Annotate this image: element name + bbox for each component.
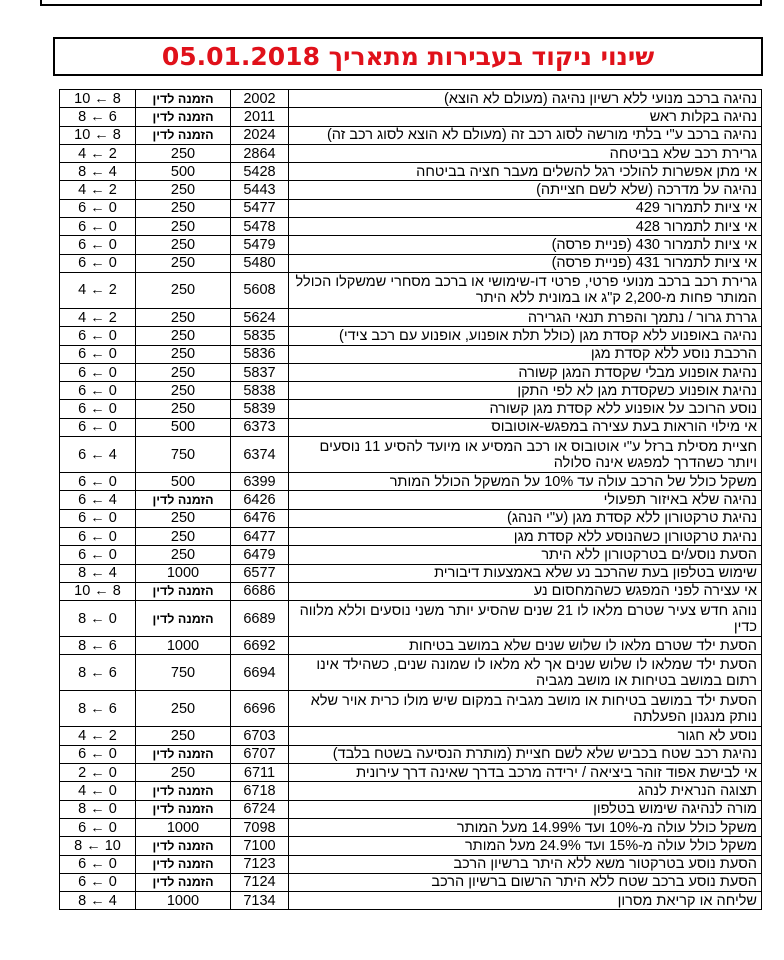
offense-code-cell: 6692	[231, 637, 289, 655]
offense-description-cell: נהיגת אופנוע מבלי שקסדת המגן קשורה	[289, 363, 762, 381]
offense-code-cell: 5443	[231, 181, 289, 199]
offense-code-cell: 6694	[231, 655, 289, 691]
points-cell: 4 ← 2	[60, 727, 136, 745]
offenses-table-body	[60, 90, 762, 910]
fine-cell: הזמנה לדין	[136, 491, 231, 509]
offense-code-cell: 6373	[231, 418, 289, 436]
fine-cell: הזמנה לדין	[136, 90, 231, 108]
offense-description-cell: נהיגת רכב שטח בכביש שלא לשם חציית (מותרת הנסיעה בשטח בלבד)	[289, 745, 762, 763]
table-row	[60, 637, 762, 655]
offense-description-cell: שליחה או קריאת מסרון	[289, 892, 762, 910]
table-row	[60, 892, 762, 910]
table-row	[60, 837, 762, 855]
fine-cell: 1000	[136, 637, 231, 655]
points-cell: 8 ← 4	[60, 564, 136, 582]
offense-code-cell: 6724	[231, 800, 289, 818]
offense-code-cell: 5838	[231, 382, 289, 400]
fine-cell: 250	[136, 254, 231, 272]
offense-code-cell: 6689	[231, 601, 289, 637]
offense-description-cell: אי ציות לתמרור 431 (פניית פרסה)	[289, 254, 762, 272]
offense-description-cell: אי ציות לתמרור 429	[289, 199, 762, 217]
table-row	[60, 473, 762, 491]
fine-cell: 250	[136, 691, 231, 727]
points-cell: 6 ← 0	[60, 418, 136, 436]
fine-cell: הזמנה לדין	[136, 855, 231, 873]
points-cell: 8 ← 6	[60, 691, 136, 727]
fine-cell: הזמנה לדין	[136, 782, 231, 800]
fine-cell: 250	[136, 546, 231, 564]
offense-description-cell: הרכבת נוסע ללא קסדת מגן	[289, 345, 762, 363]
fine-cell: הזמנה לדין	[136, 745, 231, 763]
fine-cell: 250	[136, 199, 231, 217]
fine-cell: 500	[136, 418, 231, 436]
fine-cell: 1000	[136, 564, 231, 582]
table-row	[60, 163, 762, 181]
offense-code-cell: 6577	[231, 564, 289, 582]
table-row	[60, 601, 762, 637]
table-row	[60, 126, 762, 144]
offense-description-cell: אי מתן אפשרות להולכי רגל להשלים מעבר חציה בביטחה	[289, 163, 762, 181]
offense-code-cell: 5479	[231, 236, 289, 254]
fine-cell: הזמנה לדין	[136, 582, 231, 600]
points-cell: 4 ← 2	[60, 272, 136, 308]
table-row	[60, 800, 762, 818]
table-row	[60, 181, 762, 199]
table-row	[60, 363, 762, 381]
points-cell: 4 ← 2	[60, 308, 136, 326]
offense-code-cell: 5428	[231, 163, 289, 181]
points-cell: 8 ← 0	[60, 800, 136, 818]
points-cell: 4 ← 2	[60, 144, 136, 162]
offense-code-cell: 7134	[231, 892, 289, 910]
offense-code-cell: 5837	[231, 363, 289, 381]
points-cell: 10 ← 8	[60, 90, 136, 108]
fine-cell: 250	[136, 527, 231, 545]
table-row	[60, 308, 762, 326]
offense-description-cell: משקל כולל עולה מ-10% ועד 14.99% מעל המותר	[289, 818, 762, 836]
offense-description-cell: נהיגה באופנוע ללא קסדת מגן (כולל תלת אופנוע, אופנוע עם רכב צידי)	[289, 327, 762, 345]
offense-code-cell: 2864	[231, 144, 289, 162]
points-cell: 6 ← 0	[60, 218, 136, 236]
table-row	[60, 199, 762, 217]
offense-code-cell: 2011	[231, 108, 289, 126]
table-row	[60, 345, 762, 363]
points-cell: 6 ← 0	[60, 527, 136, 545]
offense-code-cell: 5477	[231, 199, 289, 217]
fine-cell: הזמנה לדין	[136, 601, 231, 637]
points-cell: 8 ← 6	[60, 655, 136, 691]
offense-description-cell: הסעת ילד שמלאו לו שלוש שנים אך לא מלאו לו שמונה שנים, כשהילד אינו רתום במושב בטיחות או מושב מגביה	[289, 655, 762, 691]
offense-description-cell: הסעת נוסע בטרקטור משא ללא היתר ברשיון הרכב	[289, 855, 762, 873]
points-cell: 8 ← 4	[60, 892, 136, 910]
table-row	[60, 108, 762, 126]
table-row	[60, 782, 762, 800]
offense-code-cell: 5608	[231, 272, 289, 308]
offense-code-cell: 6374	[231, 437, 289, 473]
offense-code-cell: 5835	[231, 327, 289, 345]
points-cell: 6 ← 0	[60, 873, 136, 891]
fine-cell: 250	[136, 236, 231, 254]
page-title: שינוי ניקוד בעבירות מתאריך 05.01.2018	[53, 37, 763, 76]
offense-description-cell: נוסע הרוכב על אופנוע ללא קסדת מגן קשורה	[289, 400, 762, 418]
offense-description-cell: גרירת רכב ברכב מנועי פרטי, פרטי דו-שימושי או ברכב מסחרי שמשקלו הכולל המותר פחות מ-2,200 ק"ג או במונית ללא היתר	[289, 272, 762, 308]
offense-code-cell: 5480	[231, 254, 289, 272]
offense-code-cell: 5839	[231, 400, 289, 418]
fine-cell: 500	[136, 163, 231, 181]
fine-cell: 250	[136, 345, 231, 363]
fine-cell: 250	[136, 144, 231, 162]
fine-cell: 250	[136, 382, 231, 400]
points-cell: 6 ← 0	[60, 473, 136, 491]
table-row	[60, 855, 762, 873]
offense-code-cell: 5478	[231, 218, 289, 236]
fine-cell: 750	[136, 437, 231, 473]
offense-description-cell: משקל כולל של הרכב עולה עד 10% על המשקל הכולל המותר	[289, 473, 762, 491]
points-cell: 6 ← 0	[60, 855, 136, 873]
fine-cell: 250	[136, 218, 231, 236]
offense-description-cell: הסעת נוסע/ים בטרקטורון ללא היתר	[289, 546, 762, 564]
offense-code-cell: 2002	[231, 90, 289, 108]
offense-description-cell: שימוש בטלפון בעת שהרכב נע שלא באמצעות דיבורית	[289, 564, 762, 582]
points-cell: 6 ← 0	[60, 345, 136, 363]
table-row	[60, 655, 762, 691]
table-row	[60, 144, 762, 162]
offense-code-cell: 6711	[231, 764, 289, 782]
top-frame	[40, 0, 762, 6]
offense-description-cell: נהיגת אופנוע כשקסדת מגן לא לפי התקן	[289, 382, 762, 400]
points-cell: 8 ← 6	[60, 108, 136, 126]
fine-cell: 1000	[136, 818, 231, 836]
table-row	[60, 691, 762, 727]
fine-cell: 250	[136, 181, 231, 199]
offense-code-cell: 6477	[231, 527, 289, 545]
offense-code-cell: 5624	[231, 308, 289, 326]
offense-description-cell: משקל כולל עולה מ-15% ועד 24.9% מעל המותר	[289, 837, 762, 855]
points-cell: 6 ← 0	[60, 400, 136, 418]
points-cell: 8 ← 6	[60, 637, 136, 655]
points-cell: 4 ← 0	[60, 782, 136, 800]
table-row	[60, 236, 762, 254]
points-cell: 10 ← 8	[60, 582, 136, 600]
table-row	[60, 727, 762, 745]
offense-code-cell: 6399	[231, 473, 289, 491]
points-cell: 6 ← 0	[60, 745, 136, 763]
table-row	[60, 582, 762, 600]
fine-cell: 500	[136, 473, 231, 491]
table-row	[60, 327, 762, 345]
fine-cell: הזמנה לדין	[136, 800, 231, 818]
fine-cell: 250	[136, 272, 231, 308]
offense-code-cell: 5836	[231, 345, 289, 363]
offense-description-cell: הסעת ילד במושב בטיחות או מושב מגביה במקום שיש מולו כרית אויר שלא נותק מנגנון הפעלתה	[289, 691, 762, 727]
fine-cell: 250	[136, 509, 231, 527]
table-row	[60, 418, 762, 436]
points-cell: 6 ← 0	[60, 199, 136, 217]
fine-cell: הזמנה לדין	[136, 873, 231, 891]
offense-code-cell: 6718	[231, 782, 289, 800]
table-row	[60, 764, 762, 782]
fine-cell: 250	[136, 764, 231, 782]
points-cell: 6 ← 0	[60, 236, 136, 254]
points-cell: 6 ← 0	[60, 509, 136, 527]
offense-description-cell: אי ציות לתמרור 430 (פניית פרסה)	[289, 236, 762, 254]
offense-description-cell: אי ציות לתמרור 428	[289, 218, 762, 236]
offense-description-cell: אי מילוי הוראות בעת עצירה במפגש-אוטובוס	[289, 418, 762, 436]
offense-code-cell: 7124	[231, 873, 289, 891]
table-row	[60, 527, 762, 545]
table-row	[60, 272, 762, 308]
offense-description-cell: נהיגת טרקטורון ללא קסדת מגן (ע"י הנהג)	[289, 509, 762, 527]
fine-cell: 250	[136, 308, 231, 326]
table-row	[60, 218, 762, 236]
offense-code-cell: 6703	[231, 727, 289, 745]
table-row	[60, 254, 762, 272]
points-cell: 6 ← 0	[60, 818, 136, 836]
offense-code-cell: 7100	[231, 837, 289, 855]
offense-code-cell: 6426	[231, 491, 289, 509]
points-cell: 6 ← 0	[60, 327, 136, 345]
fine-cell: 250	[136, 363, 231, 381]
offense-description-cell: גררת גרור / נתמך והפרת תנאי הגרירה	[289, 308, 762, 326]
offense-description-cell: נהיגה ברכב מנועי ללא רשיון נהיגה (מעולם לא הוצא)	[289, 90, 762, 108]
offense-code-cell: 6479	[231, 546, 289, 564]
offense-description-cell: נהיגה שלא באיזור תפעולי	[289, 491, 762, 509]
table-row	[60, 437, 762, 473]
offense-description-cell: נהיגה על מדרכה (שלא לשם חצייתה)	[289, 181, 762, 199]
table-row	[60, 382, 762, 400]
offense-code-cell: 7123	[231, 855, 289, 873]
offense-code-cell: 6696	[231, 691, 289, 727]
points-cell: 8 ← 4	[60, 163, 136, 181]
offense-code-cell: 2024	[231, 126, 289, 144]
offense-description-cell: נהיגת טרקטורון כשהנוסע ללא קסדת מגן	[289, 527, 762, 545]
fine-cell: הזמנה לדין	[136, 126, 231, 144]
offense-description-cell: אי עצירה לפני המפגש כשהמחסום נע	[289, 582, 762, 600]
table-row	[60, 509, 762, 527]
offense-description-cell: אי לבישת אפוד זוהר ביציאה / ירידה מרכב בדרך שאינה דרך עירונית	[289, 764, 762, 782]
table-row	[60, 873, 762, 891]
points-cell: 6 ← 4	[60, 491, 136, 509]
points-cell: 6 ← 0	[60, 254, 136, 272]
fine-cell: הזמנה לדין	[136, 837, 231, 855]
table-row	[60, 818, 762, 836]
offense-description-cell: הסעת ילד שטרם מלאו לו שלוש שנים שלא במושב בטיחות	[289, 637, 762, 655]
offenses-table	[59, 89, 762, 910]
table-row	[60, 564, 762, 582]
points-cell: 8 ← 10	[60, 837, 136, 855]
points-cell: 6 ← 4	[60, 437, 136, 473]
offense-description-cell: חציית מסילת ברזל ע"י אוטובוס או רכב המסיע או מיועד להסיע 11 נוסעים ויותר כשהדרך למפגש אינה סלולה	[289, 437, 762, 473]
fine-cell: 250	[136, 727, 231, 745]
table-row	[60, 90, 762, 108]
offense-description-cell: נוהג חדש צעיר שטרם מלאו לו 21 שנים שהסיע יותר משני נוסעים וללא מלווה כדין	[289, 601, 762, 637]
offense-description-cell: מורה לנהיגה שימוש בטלפון	[289, 800, 762, 818]
offense-description-cell: גרירת רכב שלא בביטחה	[289, 144, 762, 162]
offense-description-cell: נהיגה ברכב ע"י בלתי מורשה לסוג רכב זה (מעולם לא הוצא לסוג רכב זה)	[289, 126, 762, 144]
table-row	[60, 491, 762, 509]
table-row	[60, 400, 762, 418]
fine-cell: 250	[136, 327, 231, 345]
fine-cell: 750	[136, 655, 231, 691]
offense-description-cell: נהיגה בקלות ראש	[289, 108, 762, 126]
points-cell: 10 ← 8	[60, 126, 136, 144]
points-cell: 6 ← 0	[60, 546, 136, 564]
fine-cell: 250	[136, 400, 231, 418]
points-cell: 6 ← 0	[60, 363, 136, 381]
table-row	[60, 745, 762, 763]
offense-code-cell: 6707	[231, 745, 289, 763]
points-cell: 4 ← 2	[60, 181, 136, 199]
offense-description-cell: הסעת נוסע ברכב שטח ללא היתר הרשום ברשיון הרכב	[289, 873, 762, 891]
points-cell: 6 ← 0	[60, 382, 136, 400]
points-cell: 2 ← 0	[60, 764, 136, 782]
offense-code-cell: 6686	[231, 582, 289, 600]
fine-cell: 1000	[136, 892, 231, 910]
fine-cell: הזמנה לדין	[136, 108, 231, 126]
offense-description-cell: תצוגה הנראית לנהג	[289, 782, 762, 800]
offense-code-cell: 6476	[231, 509, 289, 527]
table-row	[60, 546, 762, 564]
offense-code-cell: 7098	[231, 818, 289, 836]
offense-description-cell: נוסע לא חגור	[289, 727, 762, 745]
points-cell: 8 ← 0	[60, 601, 136, 637]
